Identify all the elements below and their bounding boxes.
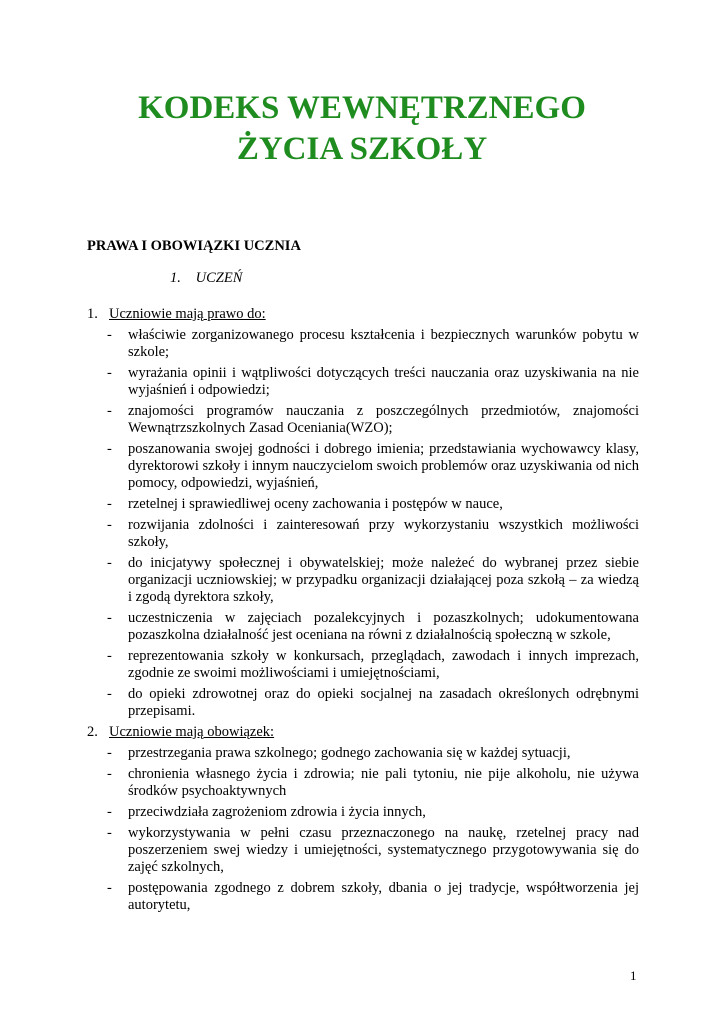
list-item: - uczestniczenia w zajęciach pozalekcyjnych i pozaszkolnych; udokumentowana pozaszkolna działalność jest oceniana na równi z działalnością społeczną w szkole, [107, 610, 639, 643]
duties-header [87, 724, 639, 741]
rights-label: Uczniowie mają prawo do: [109, 306, 266, 322]
rights-number: 1. [87, 306, 98, 322]
list-item: - przeciwdziała zagrożeniom zdrowia i życia innych, [107, 804, 426, 820]
subheading [170, 270, 242, 287]
list-item: - reprezentowania szkoły w konkursach, przeglądach, zawodach i innych imprezach, zgodnie ze swoimi możliwościami i umiejętnościami, [107, 648, 639, 681]
list-item: - rzetelnej i sprawiedliwej oceny zachowania i postępów w nauce, [107, 496, 503, 512]
list-item: - rozwijania zdolności i zainteresowań przy wykorzystaniu wszystkich możliwości szkoły, [107, 517, 639, 550]
list-item: - poszanowania swojej godności i dobrego imienia; przedstawiania wychowawcy klasy, dyrektorowi szkoły i innym nauczycielom swoich problemów oraz uzyskiwania od nich pomocy, odpowiedzi, wyjaśnień, [107, 441, 639, 491]
rights-list [87, 306, 639, 720]
list-item: - właściwie zorganizowanego procesu kształcenia i bezpiecznych warunków pobytu w szkole; [107, 327, 639, 360]
duties-list [87, 724, 639, 914]
document-title [0, 88, 724, 170]
list-item: - przestrzegania prawa szkolnego; godnego zachowania się w każdej sytuacji, [107, 745, 571, 761]
duties-number: 2. [87, 724, 98, 740]
rights-header [87, 306, 639, 323]
list-item: - do inicjatywy społecznej i obywatelskiej; może należeć do wybranej przez siebie organizacji uczniowskiej; w przypadku organizacji działającej poza szkołą – za wiedzą i zgodą dyrektora szkoły, [107, 555, 639, 605]
subheading-number: 1. [170, 270, 181, 286]
list-item: - wyrażania opinii i wątpliwości dotyczących treści nauczania oraz uzyskiwania na nie wyjaśnień i odpowiedzi; [107, 365, 639, 398]
duties-label: Uczniowie mają obowiązek: [109, 724, 275, 740]
subheading-label: UCZEŃ [195, 270, 243, 286]
list-item: - postępowania zgodnego z dobrem szkoły, dbania o jej tradycje, współtworzenia jej autorytetu, [107, 880, 639, 913]
list-item: - wykorzystywania w pełni czasu przeznaczonego na naukę, rzetelnej pracy nad poszerzeniem swej wiedzy i umiejętności, systematycznego przygotowywania się do zajęć szkolnych, [107, 825, 639, 875]
list-item: - do opieki zdrowotnej oraz do opieki socjalnej na zasadach określonych odrębnymi przepisami. [107, 686, 639, 719]
title-line-1: KODEKS WEWNĘTRZNEGO [138, 90, 586, 126]
section-heading: PRAWA I OBOWIĄZKI UCZNIA [87, 238, 301, 254]
list-item: - znajomości programów nauczania z poszczególnych przedmiotów, znajomości Wewnątrzszkolnych Zasad Oceniania(WZO); [107, 403, 639, 436]
title-line-2: ŻYCIA SZKOŁY [236, 131, 488, 167]
page-number: 1 [630, 968, 637, 983]
list-item: - chronienia własnego życia i zdrowia; nie pali tytoniu, nie pije alkoholu, nie używa środków psychoaktywnych [107, 766, 639, 799]
